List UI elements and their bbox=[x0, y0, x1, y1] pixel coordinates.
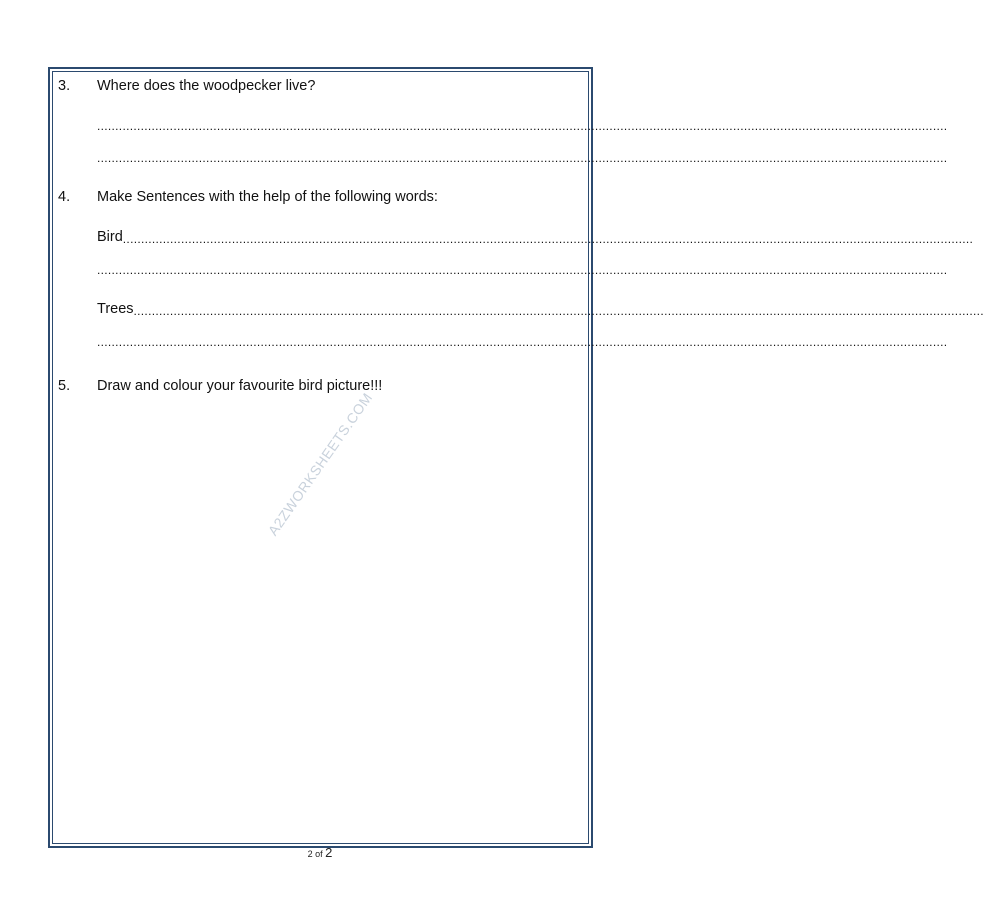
footer-of: of bbox=[315, 849, 323, 859]
question-5-number: 5. bbox=[58, 378, 71, 394]
footer-total-pages: 2 bbox=[325, 845, 333, 860]
word-bird-line bbox=[97, 228, 974, 246]
question-3-text: Where does the woodpecker live? bbox=[97, 78, 316, 94]
watermark: A2ZWORKSHEETS.COM bbox=[264, 389, 376, 539]
word-trees-answer-line: .......................................................................................................................................................................................................................................... bbox=[97, 335, 948, 349]
footer-page-number: 2 bbox=[307, 849, 313, 859]
question-4-text: Make Sentences with the help of the following words: bbox=[97, 189, 438, 205]
word-bird-label: Bird bbox=[97, 229, 123, 245]
question-3-number: 3. bbox=[58, 78, 71, 94]
word-bird-answer-line: .......................................................................................................................................................................................................................................... bbox=[97, 263, 948, 277]
question-3-answer-line-1: .......................................................................................................................................................................................................................................... bbox=[97, 119, 948, 133]
page-footer bbox=[0, 845, 640, 860]
question-3-answer-line-2: .......................................................................................................................................................................................................................................... bbox=[97, 151, 948, 165]
word-bird-dots: .......................................................................................................................................................................................................................................... bbox=[122, 232, 974, 246]
word-trees-dots: .......................................................................................................................................................................................................................................... bbox=[133, 304, 984, 318]
question-5-text: Draw and colour your favourite bird picture!!! bbox=[97, 378, 383, 394]
question-4-number: 4. bbox=[58, 189, 71, 205]
word-trees-label: Trees bbox=[97, 301, 134, 317]
word-trees-line bbox=[97, 300, 984, 318]
